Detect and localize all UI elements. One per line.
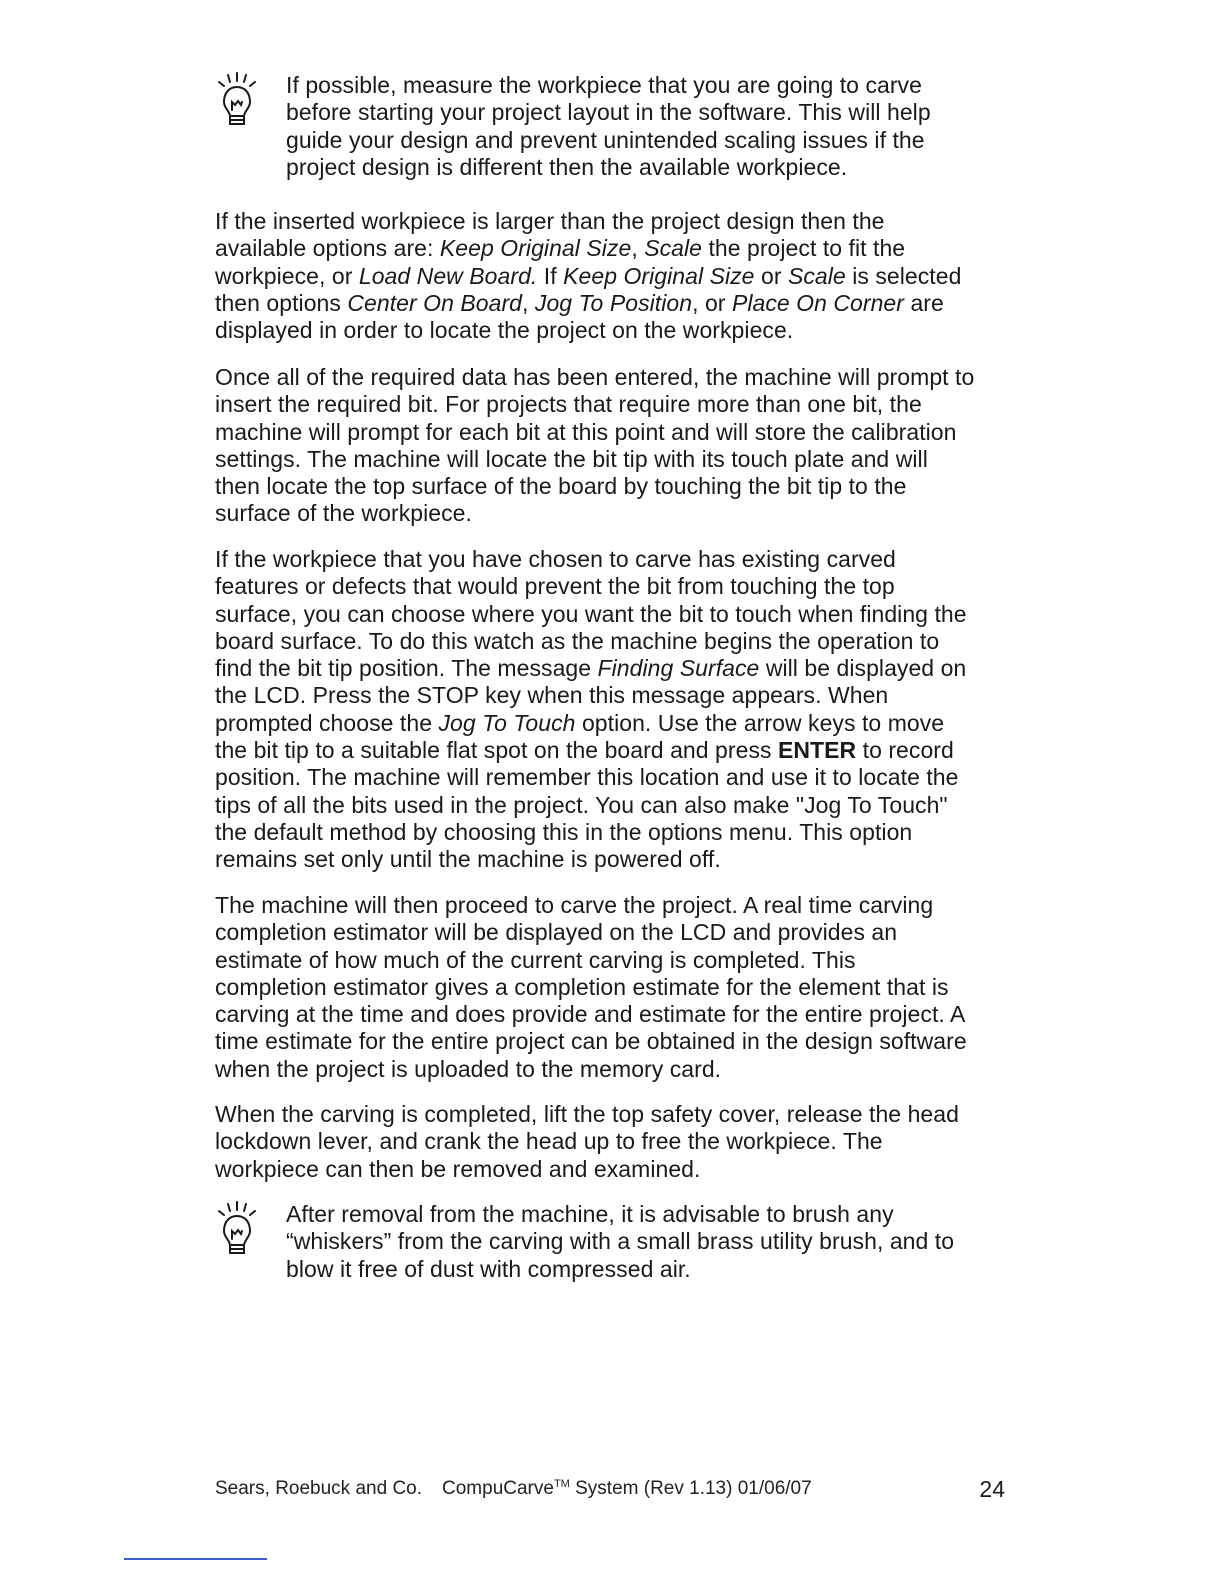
tip1-line: before starting your project layout in the software. This will help (286, 99, 931, 126)
text-run: to record (856, 737, 954, 764)
paragraph-insert-bit (215, 364, 1015, 528)
para2-line: settings. The machine will locate the bit tip with its touch plate and will (215, 445, 928, 472)
para2-line: Once all of the required data has been entered, the machine will prompt to (215, 364, 975, 390)
para3-line: the default method by choosing this in the options menu. This option (215, 818, 913, 845)
para3-line: If the workpiece that you have chosen to carve has existing carved (215, 546, 896, 572)
tip1-line: guide your design and prevent unintended scaling issues if the (286, 126, 925, 153)
tip-text-1 (286, 72, 1006, 181)
tip1-line: project design is different then the available workpiece. (286, 153, 848, 180)
tip-text-2 (286, 1201, 1006, 1283)
footer-system-rev: System (Rev 1.13) 01/06/07 (569, 1478, 812, 1499)
para4-line: estimate of how much of the current carving is completed. This (215, 946, 856, 973)
text-run: the bit tip to a suitable flat spot on the board and press (215, 737, 778, 764)
para3-line: tips of all the bits used in the project. You can also make "Jog To Touch" (215, 791, 948, 818)
trademark-symbol: TM (553, 1478, 570, 1490)
text-run: prompted choose the (215, 709, 439, 736)
paragraph-workpiece-options (215, 208, 1015, 344)
text-run: , (631, 235, 645, 262)
para2-line: then locate the top surface of the board by touching the bit tip to the (215, 473, 907, 500)
para3-line: remains set only until the machine is powered off. (215, 846, 721, 873)
para4-line: completion estimator will be displayed on the LCD and provides an (215, 919, 898, 946)
para3-line: position. The machine will remember this location and use it to locate the (215, 764, 959, 791)
page-footer (215, 1476, 1005, 1506)
option-jog-to-touch: Jog To Touch (438, 709, 576, 736)
para1-line (215, 290, 1015, 317)
footer-info (215, 1478, 812, 1500)
para1-line: displayed in order to locate the project on the workpiece. (215, 317, 794, 344)
paragraph-carving-estimator (215, 892, 1015, 1083)
page-number: 24 (979, 1476, 1005, 1502)
text-run: , (522, 289, 535, 316)
text-run: or (754, 262, 788, 289)
para3-line: board surface. To do this watch as the machine begins the operation to (215, 627, 940, 654)
para4-line: time estimate for the entire project can be obtained in the design software (215, 1028, 967, 1055)
option-keep-original-size: Keep Original Size (563, 262, 755, 289)
para3-line (215, 737, 1015, 764)
tip2-line: blow it free of dust with compressed air. (286, 1255, 691, 1282)
para2-line: surface of the workpiece. (215, 500, 472, 527)
footer-company: Sears, Roebuck and Co. (215, 1478, 423, 1499)
tip2-line: “whiskers” from the carving with a small brass utility brush, and to (286, 1228, 955, 1255)
para1-line: If the inserted workpiece is larger than the project design then the (215, 208, 885, 234)
text-run: the project to fit the (702, 235, 906, 262)
para3-line (215, 655, 1015, 682)
text-run: option. Use the arrow keys to move (575, 709, 945, 736)
paragraph-carving-completed (215, 1101, 1015, 1183)
footer-product: CompuCarve (442, 1478, 554, 1499)
para3-line: features or defects that would prevent the bit from touching the top (215, 573, 895, 600)
para5-line: lockdown lever, and crank the head up to free the workpiece. The (215, 1128, 883, 1155)
option-center-on-board: Center On Board (347, 289, 522, 316)
text-run: then options (215, 289, 348, 316)
lightbulb-icon (215, 1201, 259, 1265)
para2-line: insert the required bit. For projects that require more than one bit, the (215, 391, 922, 418)
option-keep-original-size: Keep Original Size (439, 235, 632, 262)
text-run: workpiece, or (215, 262, 359, 289)
para4-line: carving at the time and does provide and estimate for the entire project. A (215, 1001, 966, 1028)
para5-line: When the carving is completed, lift the top safety cover, release the head (215, 1101, 959, 1127)
para3-line (215, 710, 1015, 737)
para3-line: surface, you can choose where you want the bit to touch when finding the (215, 600, 967, 627)
message-finding-surface: Finding Surface (597, 655, 760, 682)
text-run: are (904, 289, 944, 316)
option-scale: Scale (644, 235, 702, 262)
paragraph-jog-to-touch (215, 546, 1015, 874)
para4-line: completion estimator gives a completion estimate for the element that is (215, 973, 949, 1000)
tip2-line: After removal from the machine, it is advisable to brush any (286, 1201, 894, 1227)
bottom-rule (124, 1558, 267, 1560)
para1-line (215, 235, 1015, 262)
text-run: find the bit tip position. The message (215, 655, 598, 682)
option-scale: Scale (787, 262, 846, 289)
text-run: is selected (845, 262, 962, 289)
para3-line: the LCD. Press the STOP key when this message appears. When (215, 682, 889, 709)
option-load-new-board: Load New Board. (358, 262, 538, 289)
para4-line: when the project is uploaded to the memory card. (215, 1055, 722, 1082)
tip1-line: If possible, measure the workpiece that you are going to carve (286, 72, 922, 98)
text-run: will be displayed on (759, 655, 967, 682)
para1-line (215, 263, 1015, 290)
text-run: available options are: (215, 235, 440, 262)
para5-line: workpiece can then be removed and examined. (215, 1155, 701, 1182)
option-place-on-corner: Place On Corner (731, 289, 904, 316)
lightbulb-icon (215, 72, 259, 136)
key-enter: ENTER (777, 737, 857, 764)
option-jog-to-position: Jog To Position (534, 289, 693, 316)
para4-line: The machine will then proceed to carve the project. A real time carving (215, 892, 934, 918)
text-run: If (537, 262, 564, 289)
text-run: , or (692, 289, 732, 316)
para2-line: machine will prompt for each bit at this point and will store the calibration (215, 418, 957, 445)
